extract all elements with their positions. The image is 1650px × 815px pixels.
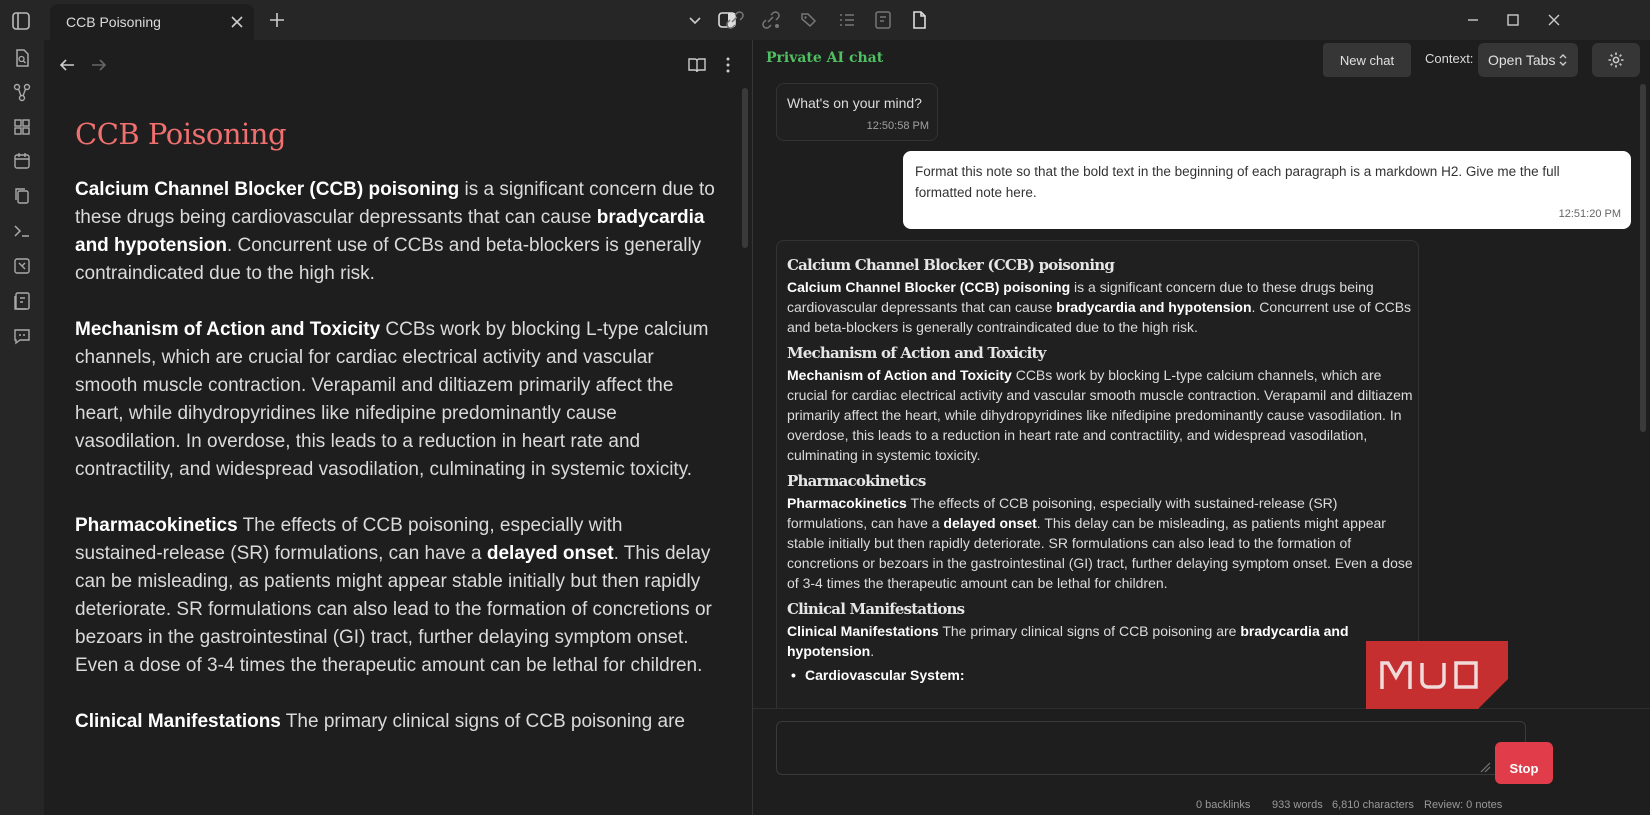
back-arrow-icon[interactable] [56,54,78,76]
response-heading: Pharmacokinetics [787,472,926,490]
note-pane [44,40,752,815]
chat-sidebar-icon[interactable] [872,9,894,31]
response-paragraph: Pharmacokinetics The effects of CCB poisoning, especially with sustained-release (SR) formulations, can have a delayed onset. This delay can be misleading, as patients might appear stable initially but then rapidly deteriorate. SR formulations can also lead to the formation of concretions or bezoars in the gastrointestinal (GI) tract, further delaying symptom onset. Even a dose of 3-4 times the therapeutic amount can be lethal for children. [787,495,1413,591]
maximize-icon[interactable] [1502,9,1524,31]
tab-title: CCB Poisoning [66,14,161,30]
formula-icon[interactable] [9,253,35,279]
response-paragraph: Clinical Manifestations The primary clinical signs of CCB poisoning are bradycardia and hypotension. [787,623,1349,659]
context-label: Context: [1425,51,1474,66]
response-heading: Mechanism of Action and Toxicity [787,344,1046,362]
chat-header [753,40,1650,80]
link-plus-icon[interactable] [724,9,746,31]
message-text: What's on your mind? [787,95,922,111]
more-options-icon[interactable] [718,54,738,76]
open-quick-switcher-icon[interactable] [9,45,35,71]
chat-scrollbar[interactable] [1640,84,1646,432]
note-paragraph: Mechanism of Action and Toxicity CCBs work by blocking L-type calcium channels, which are crucial for cardiac electrical activity and vascular smooth muscle contraction. Verapamil and diltiazem primarily affect the heart, while dihydropyridines like nifedipine predominantly cause vasodilation. In overdose, this leads to a reduction in heart rate and contractility, and widespread vasodilation, culminating in systemic toxicity. [75,319,709,480]
new-tab-plus-icon[interactable] [266,9,288,31]
resize-handle-icon[interactable] [1477,759,1491,773]
tab-list-chevron-down-icon[interactable] [686,11,704,29]
reading-view-book-icon[interactable] [686,54,708,76]
chat-brand-title: Private AI chat [766,50,884,66]
response-paragraph: Mechanism of Action and Toxicity CCBs work by blocking L-type calcium channels, which are crucial for cardiac electrical activity and vascular smooth muscle contraction. Verapamil and diltiazem primarily affect the heart, while dihydropyridines like nifedipine predominantly cause vasodilation. In overdose, this leads to a reduction in heart rate and contractility, and widespread vasodilation, culminating in systemic toxicity. [787,367,1413,463]
list-icon[interactable] [836,9,858,31]
note-paragraph: Calcium Channel Blocker (CCB) poisoning is a significant concern due to these drugs being cardiovascular depressants that can cause bradycardia and hypotension. Concurrent use of CCBs and beta-blockers is generally contraindicated due to the high risk. [75,179,715,284]
close-window-icon[interactable] [1543,9,1565,31]
gear-icon [1607,51,1625,69]
file-icon[interactable] [908,9,930,31]
response-bullet: • Cardiovascular System: [787,665,1417,685]
status-words: 933 words [1272,799,1323,811]
title-bar [0,0,1650,40]
chat-input[interactable] [776,721,1526,775]
ai-chat-pane [753,40,1650,815]
response-heading: Clinical Manifestations [787,600,965,618]
ai-response-message [776,240,1419,720]
tags-icon[interactable] [798,9,820,31]
chat-bot-icon[interactable] [9,323,35,349]
minimize-icon[interactable] [1462,9,1484,31]
status-bar [1180,795,1650,815]
muo-watermark-logo [1366,641,1508,709]
message-time: 12:50:58 PM [866,120,929,132]
tab-ccb-poisoning[interactable] [50,4,254,40]
message-time: 12:51:20 PM [1558,208,1621,220]
status-characters: 6,810 characters [1332,799,1414,811]
link-edit-icon[interactable] [760,9,782,31]
message-text: Format this note so that the bold text in the beginning of each paragraph is a markdown H2. Give me the full formatted note here. [915,164,1560,200]
canvas-grid-icon[interactable] [9,114,35,140]
ai-greeting-message [776,83,938,141]
response-paragraph: Calcium Channel Blocker (CCB) poisoning is a significant concern due to these drugs being cardiovascular depressants that can cause bradycardia and hypotension. Concurrent use of CCBs and beta-blockers is generally contraindicated due to the high risk. [787,279,1412,335]
note-content [75,112,715,764]
forward-arrow-icon[interactable] [88,54,110,76]
new-chat-button[interactable]: New chat [1323,43,1411,77]
note-scrollbar[interactable] [742,88,748,248]
response-heading: Calcium Channel Blocker (CCB) poisoning [787,256,1115,274]
copy-files-icon[interactable] [9,183,35,209]
note-paragraph: Pharmacokinetics The effects of CCB poisoning, especially with sustained-release (SR) formulations, can have a delayed onset. This delay can be misleading, as patients might appear stable initially but then rapidly deteriorate. SR formulations can also lead to the formation of concretions or bezoars in the gastrointestinal (GI) tract, further delaying symptom onset. Even a dose of 3-4 times the therapeutic amount can be lethal for children. [75,515,712,676]
chat-settings-button[interactable] [1592,43,1640,77]
note-title: CCB Poisoning [75,117,287,151]
status-backlinks[interactable]: 0 backlinks [1196,799,1251,811]
note-paragraph: Clinical Manifestations The primary clinical signs of CCB poisoning are [75,711,685,732]
left-sidebar-toggle-icon[interactable] [8,8,34,34]
user-message [903,151,1631,229]
book-chat-icon[interactable] [9,288,35,314]
calendar-icon[interactable] [9,148,35,174]
chevron-up-down-icon [1556,52,1570,68]
graph-view-icon[interactable] [9,79,35,105]
ribbon [0,40,44,815]
context-value: Open Tabs [1488,52,1556,68]
ai-response-content [787,249,1417,685]
stop-button[interactable]: Stop [1495,742,1553,784]
terminal-icon[interactable] [9,218,35,244]
close-tab-icon[interactable] [228,13,246,31]
status-review[interactable]: Review: 0 notes [1424,799,1503,811]
context-select[interactable] [1478,43,1578,77]
